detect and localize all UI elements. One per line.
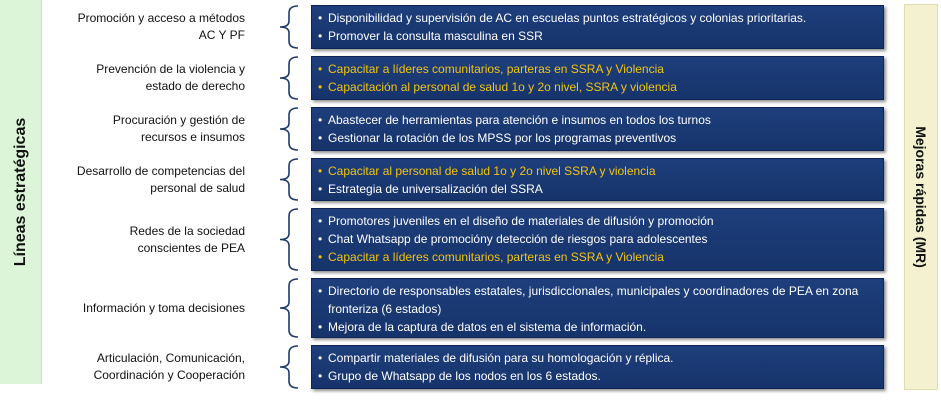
strategic-line-label bbox=[45, 56, 245, 100]
quick-improvement-text: Estrategia de universalización del SSRA bbox=[328, 182, 543, 196]
strategic-line-label bbox=[45, 208, 245, 271]
quick-improvement-text: Directorio de responsables estatales, jurisdiccionales, municipales y coordinadores de PEA en zona fronteriza (6 estados) bbox=[328, 284, 859, 316]
quick-improvements-box bbox=[311, 158, 884, 201]
quick-improvements-box bbox=[311, 208, 884, 271]
bullet-icon: • bbox=[318, 214, 323, 228]
brace-icon bbox=[280, 209, 298, 270]
strategic-line-label-text: conscientes de PEA bbox=[137, 240, 245, 255]
strategic-line-label-text: Coordinación y Cooperación bbox=[93, 368, 245, 382]
quick-improvement-text: Capacitar a líderes comunitarios, parteras en SSRA y Violencia bbox=[328, 62, 664, 76]
bullet-icon: • bbox=[318, 80, 323, 94]
strategic-line-label bbox=[45, 278, 245, 338]
quick-improvement-item bbox=[318, 318, 877, 336]
bullet-icon: • bbox=[318, 369, 323, 383]
quick-improvements-box bbox=[311, 278, 884, 338]
quick-improvement-item bbox=[318, 212, 877, 230]
quick-improvement-item bbox=[318, 111, 877, 129]
strategic-line-label-text: Redes de la sociedad bbox=[129, 223, 245, 238]
strategic-line-label-text: recursos e insumos bbox=[140, 130, 245, 144]
quick-improvement-text: Chat Whatsapp de promocióny detección de riesgos para adolescentes bbox=[328, 232, 708, 246]
strategic-line-label-text: Procuración y gestión de bbox=[112, 113, 245, 127]
bullet-icon: • bbox=[318, 131, 323, 145]
strategic-line-label-text: Promoción y acceso a métodos bbox=[77, 11, 245, 25]
quick-improvement-text: Promotores juveniles en el diseño de materiales de difusión y promoción bbox=[328, 214, 714, 228]
quick-improvement-text: Capacitar al personal de salud 1o y 2o nivel SSRA y violencia bbox=[328, 164, 656, 178]
mejoras-rapidas-title: Mejoras rápidas (MR) bbox=[913, 126, 929, 268]
bullet-icon: • bbox=[318, 62, 323, 76]
quick-improvement-text: Compartir materiales de difusión para su homologación y réplica. bbox=[328, 351, 674, 365]
quick-improvements-box bbox=[311, 345, 884, 389]
bullet-icon: • bbox=[318, 182, 323, 196]
quick-improvement-item bbox=[318, 248, 877, 266]
strategic-line-label-text: personal de salud bbox=[150, 180, 245, 195]
quick-improvements-box bbox=[311, 107, 884, 151]
brace-icon bbox=[280, 57, 298, 99]
quick-improvement-item bbox=[318, 367, 877, 385]
brace-icon bbox=[280, 159, 298, 200]
quick-improvement-text: Disponibilidad y supervisión de AC en escuelas puntos estratégicos y colonias prioritarias. bbox=[328, 11, 807, 25]
strategic-line-label-text: Articulación, Comunicación, bbox=[96, 351, 245, 365]
bullet-icon: • bbox=[318, 250, 323, 264]
quick-improvement-item bbox=[318, 349, 877, 367]
quick-improvement-item bbox=[318, 230, 877, 248]
brace-icon bbox=[280, 108, 298, 150]
strategic-line-label bbox=[45, 158, 245, 201]
strategic-line-label-text: estado de derecho bbox=[145, 79, 245, 93]
quick-improvement-item bbox=[318, 60, 877, 78]
bullet-icon: • bbox=[318, 11, 323, 25]
quick-improvements-box bbox=[311, 5, 884, 49]
strategic-line-label-text: AC Y PF bbox=[198, 28, 245, 42]
bullet-icon: • bbox=[318, 351, 323, 365]
strategic-line-label-text: Prevención de la violencia y bbox=[96, 62, 245, 76]
strategic-line-label bbox=[45, 107, 245, 151]
brace-icon bbox=[280, 346, 298, 388]
bullet-icon: • bbox=[318, 164, 323, 178]
quick-improvements-box bbox=[311, 56, 884, 100]
brace-icon bbox=[280, 279, 298, 337]
lineas-estrategicas-title: Líneas estratégicas bbox=[11, 117, 29, 267]
quick-improvement-item bbox=[318, 162, 877, 180]
bullet-icon: • bbox=[318, 320, 323, 334]
quick-improvement-text: Abastecer de herramientas para atención e insumos en todos los turnos bbox=[328, 113, 711, 127]
bullet-icon: • bbox=[318, 284, 323, 298]
strategic-line-label-text: Información y toma decisiones bbox=[82, 300, 245, 315]
quick-improvement-text: Gestionar la rotación de los MPSS por los programas preventivos bbox=[328, 131, 677, 145]
quick-improvement-item bbox=[318, 180, 877, 198]
quick-improvement-item bbox=[318, 27, 877, 45]
quick-improvement-item bbox=[318, 129, 877, 147]
quick-improvement-text: Promover la consulta masculina en SSR bbox=[328, 29, 543, 43]
bullet-icon: • bbox=[318, 232, 323, 246]
bullet-icon: • bbox=[318, 29, 323, 43]
strategic-line-label-text: Desarrollo de competencias del bbox=[76, 163, 245, 178]
quick-improvement-text: Mejora de la captura de datos en el sistema de información. bbox=[328, 320, 647, 334]
quick-improvement-item bbox=[318, 9, 877, 27]
quick-improvement-text: Capacitación al personal de salud 1o y 2o nivel, SSRA y violencia bbox=[328, 80, 677, 94]
strategic-line-label bbox=[45, 5, 245, 49]
brace-icon bbox=[280, 6, 298, 48]
quick-improvement-item bbox=[318, 282, 877, 318]
quick-improvement-item bbox=[318, 78, 877, 96]
quick-improvement-text: Capacitar a líderes comunitarios, parteras en SSRA y Violencia bbox=[328, 250, 664, 264]
quick-improvement-text: Grupo de Whatsapp de los nodos en los 6 estados. bbox=[328, 369, 601, 383]
strategic-line-label bbox=[45, 345, 245, 389]
bullet-icon: • bbox=[318, 113, 323, 127]
